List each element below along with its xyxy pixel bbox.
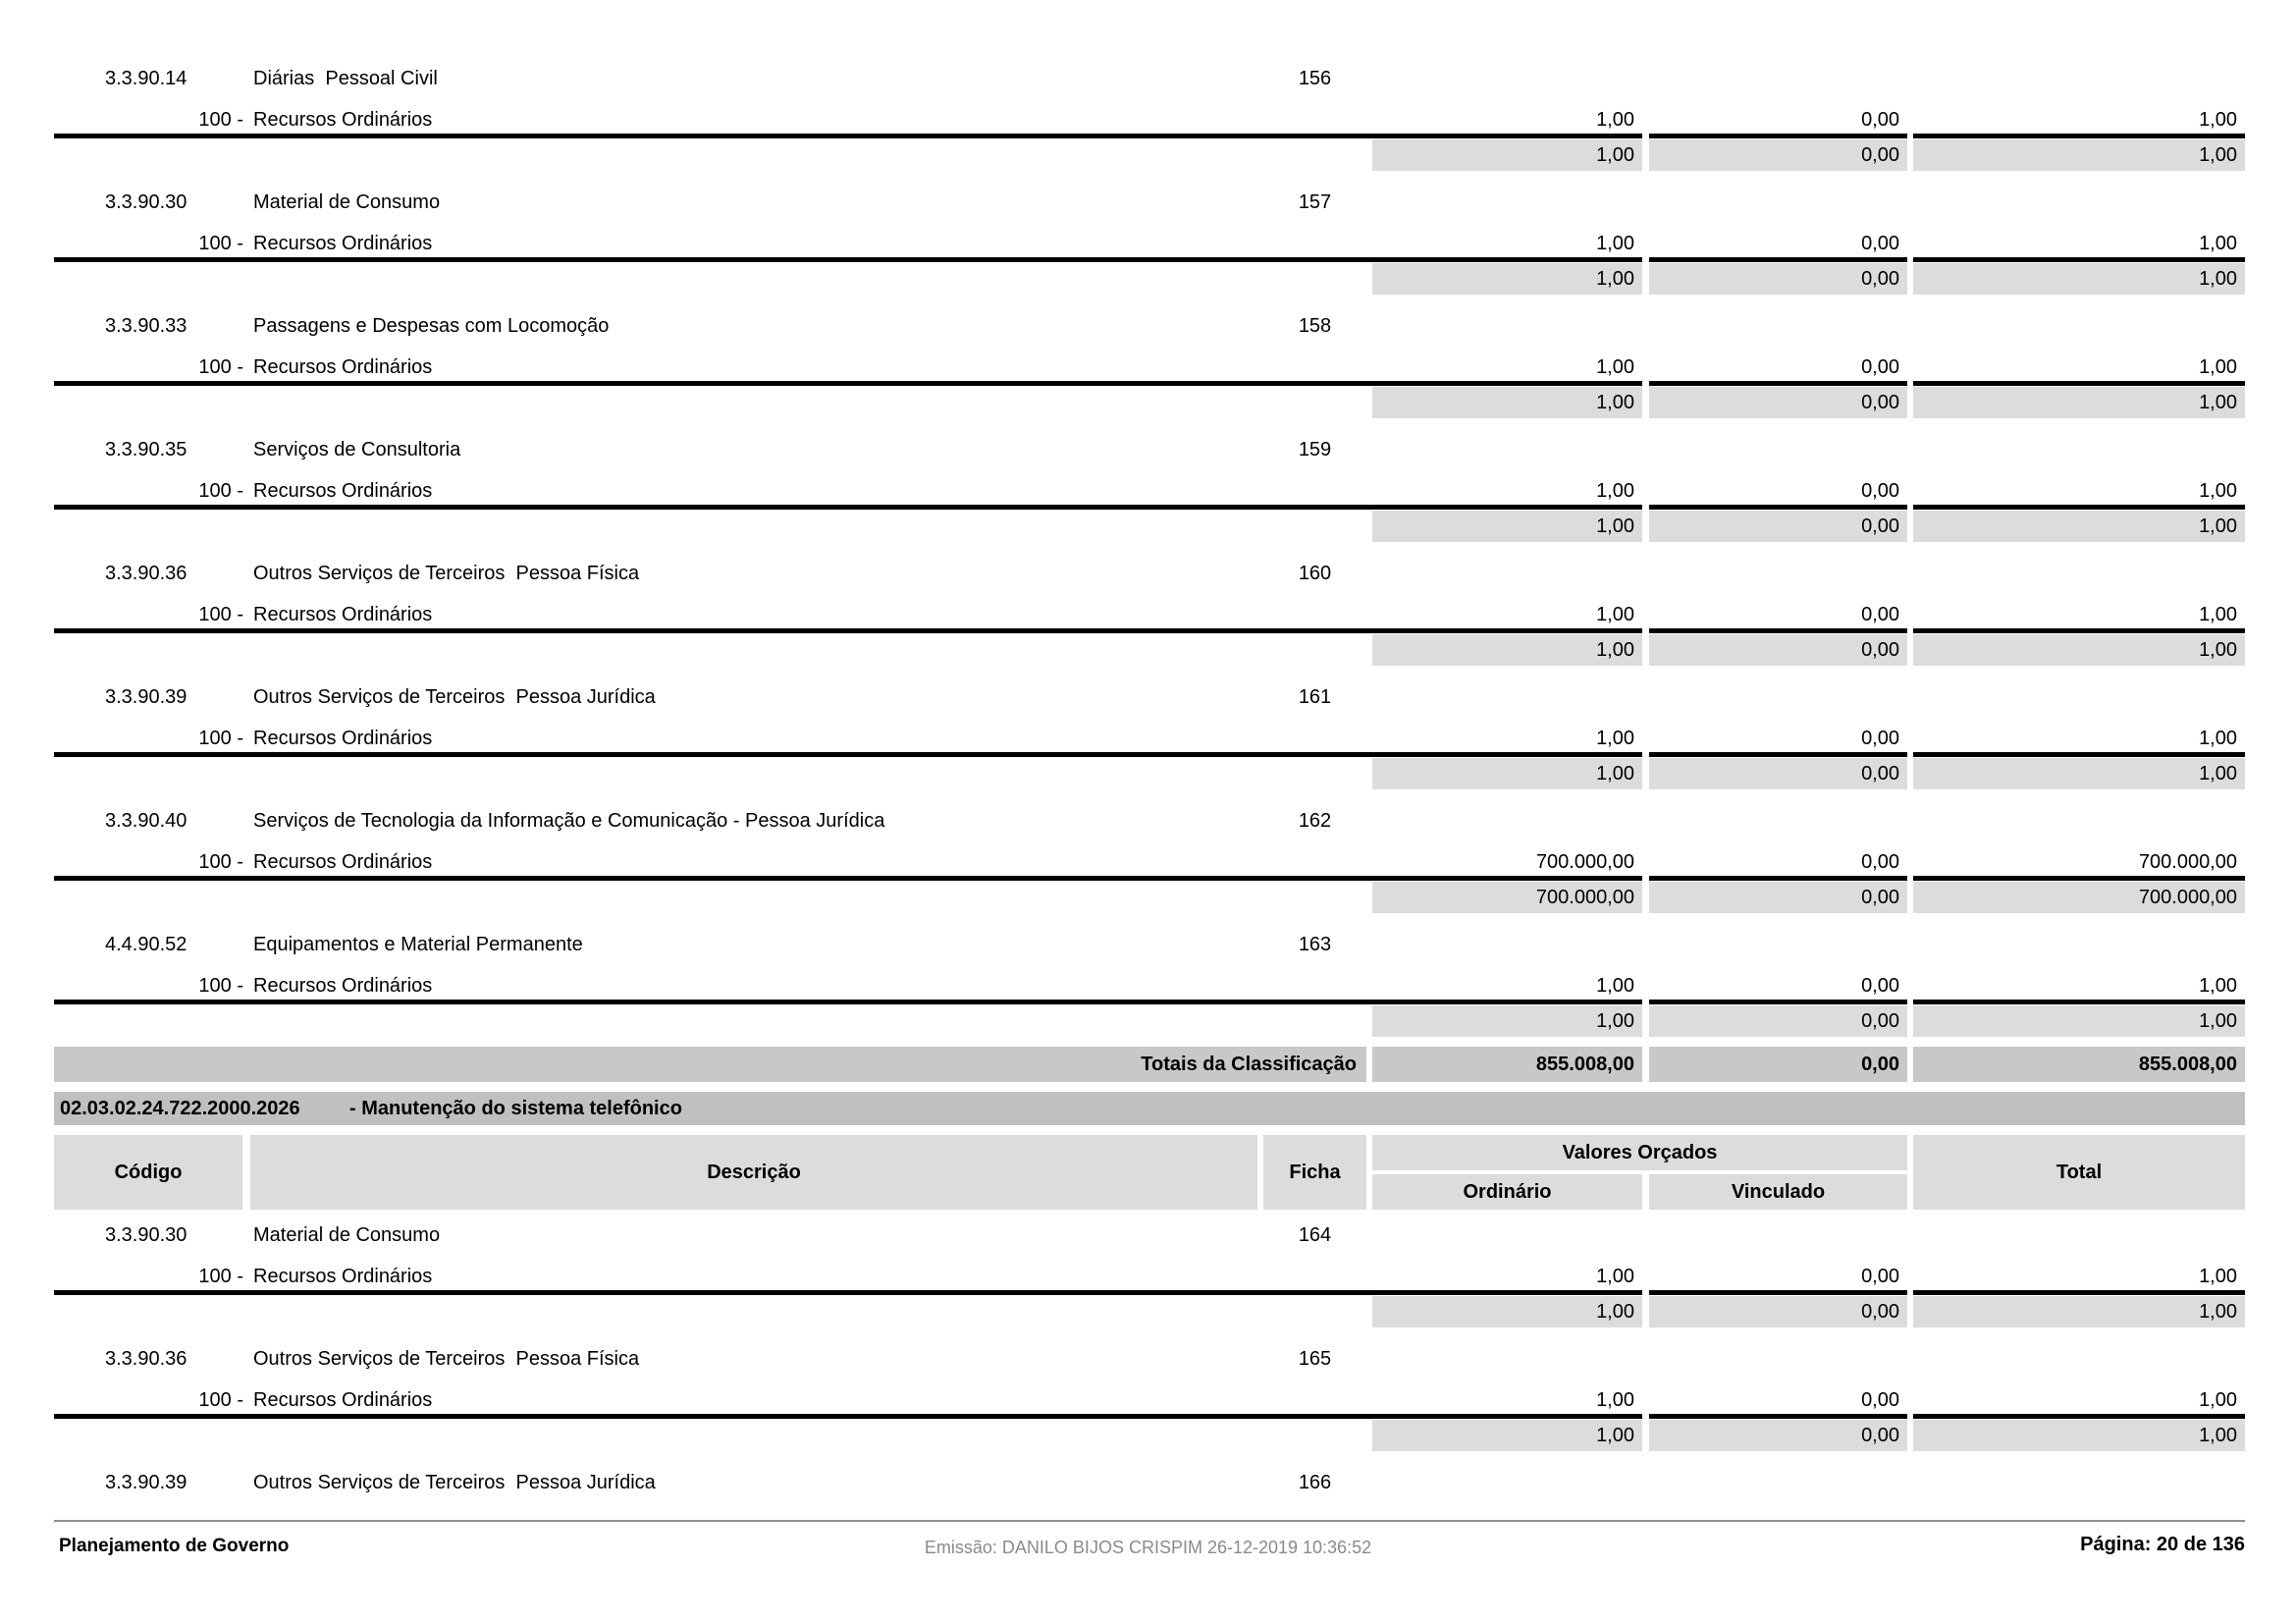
expense-description: Outros Serviços de Terceiros Pessoa Física (253, 563, 640, 584)
row-divider (54, 1414, 2245, 1419)
classification-code: 02.03.02.24.722.2000.2026 (60, 1098, 300, 1119)
expense-code: 4.4.90.52 (105, 934, 187, 955)
ficha-number: 166 (1298, 1472, 1332, 1493)
subtotal-vinculado: 0,00 (1649, 882, 1907, 913)
budget-row-block (54, 807, 2245, 931)
subtotal-total: 1,00 (1913, 634, 2245, 666)
subtotal-vinculado: 0,00 (1649, 634, 1907, 666)
value-ordinario: 1,00 (1596, 728, 1634, 749)
subtotal-ordinario: 1,00 (1372, 1420, 1642, 1451)
divider-segment (1649, 628, 1907, 633)
subtotal-total: 1,00 (1913, 1296, 2245, 1327)
subtotal-row (54, 1005, 2245, 1037)
divider-segment (1913, 1414, 2245, 1419)
expense-code-row (54, 931, 2245, 972)
source-name: Recursos Ordinários (253, 851, 433, 873)
expense-code-row (54, 65, 2245, 106)
totals-ordinario: 855.008,00 (1372, 1047, 1642, 1082)
source-code: 100 - (198, 728, 243, 749)
expense-code-row (54, 1345, 2245, 1386)
source-code: 100 - (198, 604, 243, 625)
divider-segment (1649, 876, 1907, 881)
ficha-number: 164 (1298, 1224, 1332, 1246)
subtotal-total: 1,00 (1913, 139, 2245, 171)
expense-description: Material de Consumo (253, 1224, 441, 1246)
value-total: 700.000,00 (2138, 851, 2237, 873)
totals-total: 855.008,00 (1913, 1047, 2245, 1082)
row-divider (54, 752, 2245, 757)
value-total: 1,00 (2199, 1266, 2237, 1287)
expense-code-row (54, 436, 2245, 477)
expense-code: 3.3.90.35 (105, 439, 187, 460)
divider-segment (1649, 1290, 1907, 1295)
row-divider (54, 1000, 2245, 1004)
divider-segment (1913, 876, 2245, 881)
divider-segment (1913, 628, 2245, 633)
divider-segment (1913, 1290, 2245, 1295)
expense-code-row (54, 312, 2245, 353)
divider-segment (1913, 505, 2245, 510)
subtotal-ordinario: 1,00 (1372, 758, 1642, 789)
classification-totals-row (54, 1047, 2245, 1082)
subtotal-row (54, 263, 2245, 295)
value-total: 1,00 (2199, 604, 2237, 625)
source-code: 100 - (198, 975, 243, 997)
subtotal-ordinario: 1,00 (1372, 511, 1642, 542)
subtotal-vinculado: 0,00 (1649, 139, 1907, 171)
ficha-number: 162 (1298, 810, 1332, 832)
ficha-number: 156 (1298, 68, 1332, 89)
budget-row-block (54, 1469, 2245, 1510)
expense-description: Diárias Pessoal Civil (253, 68, 438, 89)
subtotal-ordinario: 1,00 (1372, 263, 1642, 295)
funding-source-row (54, 1386, 2245, 1414)
row-divider (54, 257, 2245, 262)
funding-source-row (54, 353, 2245, 381)
expense-code: 3.3.90.36 (105, 563, 187, 584)
value-vinculado: 0,00 (1861, 1389, 1899, 1411)
value-vinculado: 0,00 (1861, 604, 1899, 625)
divider-segment (54, 1000, 1642, 1004)
footer-report-name: Planejamento de Governo (59, 1536, 290, 1556)
subtotal-total: 1,00 (1913, 1420, 2245, 1451)
funding-source-row (54, 725, 2245, 752)
value-total: 1,00 (2199, 233, 2237, 254)
value-vinculado: 0,00 (1861, 109, 1899, 131)
header-ordinario: Ordinário (1372, 1174, 1642, 1210)
divider-segment (54, 1290, 1642, 1295)
subtotal-ordinario: 1,00 (1372, 387, 1642, 418)
value-ordinario: 1,00 (1596, 233, 1634, 254)
subtotal-row (54, 634, 2245, 666)
budget-row-block (54, 65, 2245, 189)
divider-segment (1913, 1000, 2245, 1004)
subtotal-row (54, 882, 2245, 913)
source-name: Recursos Ordinários (253, 109, 433, 131)
subtotal-vinculado: 0,00 (1649, 387, 1907, 418)
value-vinculado: 0,00 (1861, 851, 1899, 873)
budget-table (54, 65, 2245, 1510)
divider-segment (54, 1414, 1642, 1419)
value-total: 1,00 (2199, 480, 2237, 502)
divider-segment (1649, 1000, 1907, 1004)
value-total: 1,00 (2199, 975, 2237, 997)
budget-row-block (54, 683, 2245, 807)
divider-segment (1913, 134, 2245, 138)
expense-code-row (54, 1469, 2245, 1510)
funding-source-row (54, 1263, 2245, 1290)
divider-segment (54, 876, 1642, 881)
value-vinculado: 0,00 (1861, 1266, 1899, 1287)
totals-label: Totais da Classificação (54, 1047, 1366, 1082)
footer-page-number: Página: 20 de 136 (2080, 1534, 2245, 1555)
subtotal-ordinario: 1,00 (1372, 1296, 1642, 1327)
expense-code-row (54, 807, 2245, 848)
funding-source-row (54, 848, 2245, 876)
divider-segment (1649, 505, 1907, 510)
ficha-number: 163 (1298, 934, 1332, 955)
budget-row-block (54, 436, 2245, 560)
subtotal-total: 1,00 (1913, 263, 2245, 295)
source-name: Recursos Ordinários (253, 356, 433, 378)
subtotal-vinculado: 0,00 (1649, 1296, 1907, 1327)
footer-divider (54, 1520, 2245, 1522)
funding-source-row (54, 230, 2245, 257)
budget-row-block (54, 931, 2245, 1055)
expense-description: Outros Serviços de Terceiros Pessoa Física (253, 1348, 640, 1370)
ficha-number: 161 (1298, 686, 1332, 708)
subtotal-total: 1,00 (1913, 1005, 2245, 1037)
value-total: 1,00 (2199, 356, 2237, 378)
subtotal-row (54, 387, 2245, 418)
source-code: 100 - (198, 1266, 243, 1287)
value-ordinario: 1,00 (1596, 1389, 1634, 1411)
subtotal-ordinario: 1,00 (1372, 1005, 1642, 1037)
ficha-number: 158 (1298, 315, 1332, 337)
divider-segment (1649, 1414, 1907, 1419)
value-total: 1,00 (2199, 109, 2237, 131)
expense-description: Serviços de Consultoria (253, 439, 461, 460)
expense-description: Outros Serviços de Terceiros Pessoa Jurídica (253, 1472, 656, 1493)
header-total: Total (1913, 1135, 2245, 1210)
ficha-number: 159 (1298, 439, 1332, 460)
divider-segment (54, 628, 1642, 633)
row-divider (54, 876, 2245, 881)
divider-segment (1913, 752, 2245, 757)
header-descricao: Descrição (250, 1135, 1257, 1210)
header-vinculado: Vinculado (1649, 1174, 1907, 1210)
subtotal-vinculado: 0,00 (1649, 1420, 1907, 1451)
value-ordinario: 1,00 (1596, 109, 1634, 131)
funding-source-row (54, 477, 2245, 505)
source-name: Recursos Ordinários (253, 604, 433, 625)
subtotal-total: 1,00 (1913, 387, 2245, 418)
subtotal-total: 1,00 (1913, 758, 2245, 789)
divider-segment (1913, 381, 2245, 386)
source-code: 100 - (198, 109, 243, 131)
value-total: 1,00 (2199, 1389, 2237, 1411)
budget-row-block (54, 560, 2245, 683)
subtotal-ordinario: 1,00 (1372, 139, 1642, 171)
subtotal-vinculado: 0,00 (1649, 511, 1907, 542)
source-name: Recursos Ordinários (253, 975, 433, 997)
subtotal-vinculado: 0,00 (1649, 758, 1907, 789)
budget-row-block (54, 189, 2245, 312)
source-name: Recursos Ordinários (253, 728, 433, 749)
header-ficha: Ficha (1263, 1135, 1366, 1210)
subtotal-total: 700.000,00 (1913, 882, 2245, 913)
source-code: 100 - (198, 1389, 243, 1411)
funding-source-row (54, 601, 2245, 628)
row-divider (54, 134, 2245, 138)
divider-segment (1649, 134, 1907, 138)
expense-description: Material de Consumo (253, 191, 441, 213)
row-divider (54, 505, 2245, 510)
budget-row-block (54, 312, 2245, 436)
expense-code: 3.3.90.33 (105, 315, 187, 337)
subtotal-ordinario: 1,00 (1372, 634, 1642, 666)
divider-segment (1913, 257, 2245, 262)
funding-source-row (54, 106, 2245, 134)
subtotal-row (54, 758, 2245, 789)
divider-segment (54, 505, 1642, 510)
subtotal-total: 1,00 (1913, 511, 2245, 542)
source-code: 100 - (198, 851, 243, 873)
source-code: 100 - (198, 233, 243, 254)
divider-segment (1649, 381, 1907, 386)
expense-code-row (54, 560, 2245, 601)
source-name: Recursos Ordinários (253, 1266, 433, 1287)
expense-code-row (54, 189, 2245, 230)
divider-segment (54, 134, 1642, 138)
value-vinculado: 0,00 (1861, 233, 1899, 254)
subtotal-vinculado: 0,00 (1649, 263, 1907, 295)
classification-title: - Manutenção do sistema telefônico (349, 1098, 682, 1119)
expense-description: Equipamentos e Material Permanente (253, 934, 583, 955)
ficha-number: 165 (1298, 1348, 1332, 1370)
footer-emission-info: Emissão: DANILO BIJOS CRISPIM 26-12-2019 10:36:52 (924, 1538, 1372, 1557)
expense-code-row (54, 1221, 2245, 1263)
subtotal-row (54, 1420, 2245, 1451)
expense-description: Serviços de Tecnologia da Informação e Comunicação - Pessoa Jurídica (253, 810, 885, 832)
expense-code: 3.3.90.40 (105, 810, 187, 832)
expense-code: 3.3.90.30 (105, 1224, 187, 1246)
value-ordinario: 1,00 (1596, 356, 1634, 378)
expense-code: 3.3.90.39 (105, 1472, 187, 1493)
value-ordinario: 1,00 (1596, 604, 1634, 625)
row-divider (54, 628, 2245, 633)
value-vinculado: 0,00 (1861, 975, 1899, 997)
source-code: 100 - (198, 356, 243, 378)
value-ordinario: 1,00 (1596, 975, 1634, 997)
subtotal-row (54, 139, 2245, 171)
expense-description: Outros Serviços de Terceiros Pessoa Jurídica (253, 686, 656, 708)
table-header-row (54, 1135, 2245, 1210)
value-total: 1,00 (2199, 728, 2237, 749)
divider-segment (54, 752, 1642, 757)
classification-band (54, 1092, 2245, 1125)
expense-code: 3.3.90.36 (105, 1348, 187, 1370)
ficha-number: 160 (1298, 563, 1332, 584)
value-vinculado: 0,00 (1861, 480, 1899, 502)
totals-vinculado: 0,00 (1649, 1047, 1907, 1082)
expense-code: 3.3.90.39 (105, 686, 187, 708)
expense-description: Passagens e Despesas com Locomoção (253, 315, 610, 337)
source-name: Recursos Ordinários (253, 1389, 433, 1411)
row-divider (54, 381, 2245, 386)
divider-segment (1649, 752, 1907, 757)
expense-code-row (54, 683, 2245, 725)
expense-code: 3.3.90.30 (105, 191, 187, 213)
value-ordinario: 1,00 (1596, 1266, 1634, 1287)
budget-row-block (54, 1221, 2245, 1345)
value-ordinario: 700.000,00 (1535, 851, 1634, 873)
divider-segment (54, 381, 1642, 386)
row-divider (54, 1290, 2245, 1295)
budget-row-block (54, 1345, 2245, 1469)
funding-source-row (54, 972, 2245, 1000)
subtotal-ordinario: 700.000,00 (1372, 882, 1642, 913)
subtotal-vinculado: 0,00 (1649, 1005, 1907, 1037)
source-name: Recursos Ordinários (253, 480, 433, 502)
source-code: 100 - (198, 480, 243, 502)
value-ordinario: 1,00 (1596, 480, 1634, 502)
value-vinculado: 0,00 (1861, 356, 1899, 378)
header-valores-orcados: Valores Orçados (1372, 1135, 1907, 1170)
source-name: Recursos Ordinários (253, 233, 433, 254)
expense-code: 3.3.90.14 (105, 68, 187, 89)
value-vinculado: 0,00 (1861, 728, 1899, 749)
subtotal-row (54, 511, 2245, 542)
ficha-number: 157 (1298, 191, 1332, 213)
divider-segment (54, 257, 1642, 262)
subtotal-row (54, 1296, 2245, 1327)
divider-segment (1649, 257, 1907, 262)
header-codigo: Código (54, 1135, 242, 1210)
